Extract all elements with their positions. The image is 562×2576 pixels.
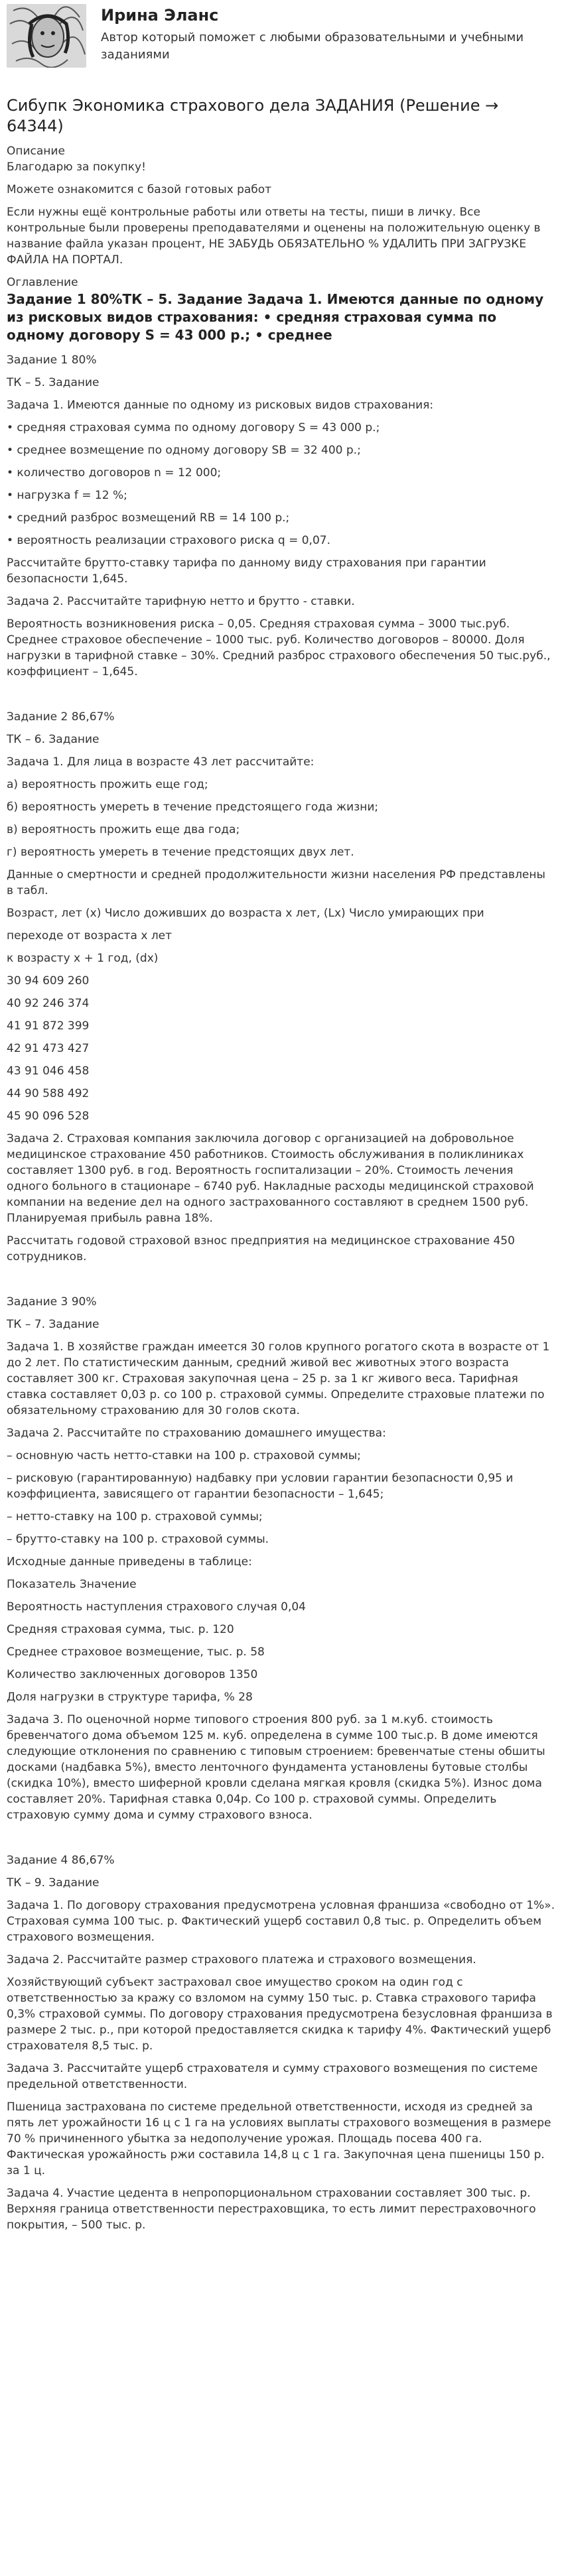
task-line: Вероятность наступления страхового случая 0,04	[7, 1600, 306, 1614]
task-line: 40 92 246 374	[7, 997, 90, 1010]
task-line: • среднее возмещение по одному договору SB = 32 400 р.;	[7, 444, 361, 457]
task-section	[7, 1294, 555, 1823]
task-line: Задача 1. По договору страхования предусмотрена условная франшиза «свободно от 1%». Страховая сумма 100 тыс. р. Фактический ущерб составил 0,8 тыс. р. Определить объем страхового возмещения.	[7, 1899, 555, 1944]
task-line: Задача 2. Рассчитайте размер страхового платежа и страхового возмещения.	[7, 1953, 476, 1966]
task-section	[7, 1852, 555, 2233]
task-line: к возрасту x + 1 год, (dx)	[7, 952, 159, 965]
thanks-text: Благодарю за покупку!	[7, 161, 146, 174]
task-line: – основную часть нетто-ставки на 100 р. страховой суммы;	[7, 1449, 361, 1462]
task-line: ТК – 5. Задание	[7, 376, 100, 389]
task-line: – нетто-ставку на 100 р. страховой суммы;	[7, 1510, 263, 1523]
task-line: Средняя страховая сумма, тыс. р. 120	[7, 1623, 234, 1636]
task-line: Задача 2. Страховая компания заключила договор с организацией на добровольное медицинское страхование 450 работников. Стоимость обслуживания в поликлиниках составляет 1300 руб. в год. Вероятность госпитализации – 20%. Стоимость лечения одного больного в стационаре – 6740 руб. Накладные расходы медицинской страховой компании на ведение дел на одного застрахованного составляют в среднем 1500 руб. Планируемая прибыль равна 18%.	[7, 1132, 534, 1225]
task-line: Задача 4. Участие цедента в непропорциональном страховании составляет 300 тыс. р. Верхняя граница ответственности перестраховщика, то есть лимит перестраховочного покрытия, – 500 тыс. р.	[7, 2187, 536, 2232]
task-line: Данные о смертности и средней продолжительности жизни населения РФ представлены в табл.	[7, 868, 545, 897]
task-line: Хозяйствующий субъект застраховал свое имущество сроком на один год с ответственностью за кражу со взломом на сумму 150 тыс. р. Ставка страхового тарифа 0,3% страховой суммы. По договору страхования предусмотрена безусловная франшиза в размере 2 тыс. р., при которой предоставляется скидка к тарифу 4%. Фактический ущерб страхователя 8,5 тыс. р.	[7, 1976, 553, 2053]
task-line: переходе от возраста x лет	[7, 929, 173, 942]
task-line: Задача 1. Для лица в возрасте 43 лет рассчитайте:	[7, 755, 315, 769]
task-line: Задача 1. Имеются данные по одному из рисковых видов страхования:	[7, 399, 434, 412]
task-line: Задание 2 86,67%	[7, 710, 115, 724]
task-sections	[7, 352, 555, 2233]
task-line: • средняя страховая сумма по одному договору S = 43 000 р.;	[7, 421, 380, 434]
section-spacer	[7, 1271, 555, 1294]
section-spacer	[7, 686, 555, 709]
task-line: Возраст, лет (x) Число доживших до возраста x лет, (Lx) Число умирающих при	[7, 907, 484, 920]
task-line: • средний разброс возмещений RB = 14 100 р.;	[7, 511, 290, 525]
author-name[interactable]: Ирина Эланс	[101, 6, 219, 25]
task-line: Задача 2. Рассчитайте по страхованию домашнего имущества:	[7, 1427, 386, 1440]
intro-line: Если нужны ещё контрольные работы или ответы на тесты, пиши в личку. Все контрольные были проверены преподавателями и оценены на положительную оценку в название файла указан процент, НЕ ЗАБУДЬ ОБЯЗАТЕЛЬНО % УДАЛИТЬ ПРИ ЗАГРУЗКЕ ФАЙЛА НА ПОРТАЛ.	[7, 206, 541, 267]
avatar-image	[7, 4, 86, 68]
author-description: Автор который поможет с любыми образовательными и учебными заданиями	[101, 31, 524, 62]
task-line: 44 90 588 492	[7, 1087, 90, 1100]
page-title: Сибупк Экономика страхового дела ЗАДАНИЯ (Решение → 64344)	[7, 96, 499, 135]
author-avatar[interactable]	[7, 4, 86, 68]
task-line: • вероятность реализации страхового риска q = 0,07.	[7, 534, 330, 547]
task-line: Среднее страховое возмещение, тыс. р. 58	[7, 1645, 265, 1659]
intro-line: Можете ознакомится с базой готовых работ	[7, 183, 272, 196]
task-line: Количество заключенных договоров 1350	[7, 1668, 258, 1681]
task-line: Задание 1 80%	[7, 354, 97, 367]
description-label: Описание	[7, 145, 65, 158]
task-line: Задача 3. По оценочной норме типового строения 800 руб. за 1 м.куб. стоимость бревенчатого дома объемом 125 м. куб. определена в сумме 100 тыс.р. В доме имеются следующие отклонения по сравнению с типовым строением: бревенчатые стены обшиты досками (надбавка 5%), вместо ленточного фундамента установлены бутовые столбы (скидка 10%), вместо шиферной кровли сделана мягкая кровля (скидка 5%). Износ дома составляет 20%. Тарифная ставка 0,04р. Со 100 р. страховой суммы. Определить страховую сумму дома и сумму страхового взноса.	[7, 1713, 545, 1822]
task-line: Рассчитать годовой страховой взнос предприятия на медицинское страхование 450 сотрудников.	[7, 1234, 515, 1263]
toc-heading: Задание 1 80%ТК – 5. Задание Задача 1. Имеются данные по одному из рисковых видов страхования: • средняя страховая сумма по одному договору S = 43 000 р.; • среднее	[7, 291, 544, 343]
task-line: ТК – 6. Задание	[7, 733, 100, 746]
author-info	[101, 4, 555, 64]
task-line: Вероятность возникновения риска – 0,05. Средняя страховая сумма – 3000 тыс.руб. Среднее страховое обеспечение – 1000 тыс. руб. Количество договоров – 80000. Доля нагрузки в тарифной ставке – 30%. Средний разброс страхового обеспечения 50 тыс.руб., коэффициент – 1,645.	[7, 617, 551, 678]
task-section	[7, 352, 555, 680]
task-line: г) вероятность умереть в течение предстоящих двух лет.	[7, 846, 354, 859]
task-line: Задание 3 90%	[7, 1295, 97, 1309]
author-card	[7, 0, 555, 78]
task-line: 43 91 046 458	[7, 1064, 90, 1078]
task-line: а) вероятность прожить еще год;	[7, 778, 208, 791]
task-line: Доля нагрузки в структуре тарифа, % 28	[7, 1691, 253, 1704]
task-section	[7, 709, 555, 1265]
task-line: • количество договоров n = 12 000;	[7, 466, 222, 480]
task-line: 41 91 872 399	[7, 1019, 90, 1033]
task-line: Пшеница застрахована по системе предельной ответственности, исходя из средней за пять лет урожайности 16 ц с 1 га на условиях выплаты страхового возмещения в размере 70 % причиненного убытка за недополучение урожая. Площадь посева 400 га. Фактическая урожайность ржи составила 14,8 ц с 1 га. Закупочная цена пшеницы 150 р. за 1 ц.	[7, 2100, 551, 2177]
task-line: 30 94 609 260	[7, 974, 90, 988]
task-line: – рисковую (гарантированную) надбавку при условии гарантии безопасности 0,95 и коэффициента, зависящего от гарантии безопасности – 1,645;	[7, 1472, 514, 1501]
task-line: ТК – 7. Задание	[7, 1318, 100, 1331]
task-line: Задание 4 86,67%	[7, 1854, 115, 1867]
task-line: Показатель Значение	[7, 1578, 137, 1591]
task-line: 45 90 096 528	[7, 1110, 90, 1123]
task-line: Исходные данные приведены в таблице:	[7, 1555, 252, 1569]
section-spacer	[7, 1830, 555, 1852]
task-line: – брутто-ставку на 100 р. страховой суммы.	[7, 1533, 269, 1546]
task-line: 42 91 473 427	[7, 1042, 90, 1055]
task-line: • нагрузка f = 12 %;	[7, 489, 127, 502]
task-line: Задача 1. В хозяйстве граждан имеется 30 голов крупного рогатого скота в возрасте от 1 до 2 лет. По статистическим данным, средний живой вес животных этого возраста составляет 300 кг. Страховая закупочная цена – 25 р. за 1 кг живого веса. Тарифная ставка составляет 0,03 р. со 100 р. страховой суммы. Определите страховые платежи по обязательному страхованию для 30 голов скота.	[7, 1340, 550, 1417]
task-line: Рассчитайте брутто-ставку тарифа по данному виду страхования при гарантии безопасности 1,645.	[7, 556, 486, 586]
task-line: Задача 2. Рассчитайте тарифную нетто и брутто - ставки.	[7, 595, 355, 608]
task-line: б) вероятность умереть в течение предстоящего года жизни;	[7, 801, 379, 814]
toc-label: Оглавление	[7, 276, 78, 289]
task-line: в) вероятность прожить еще два года;	[7, 823, 240, 836]
task-line: ТК – 9. Задание	[7, 1876, 100, 1890]
task-line: Задача 3. Рассчитайте ущерб страхователя и сумму страхового возмещения по системе предельной ответственности.	[7, 2062, 538, 2091]
